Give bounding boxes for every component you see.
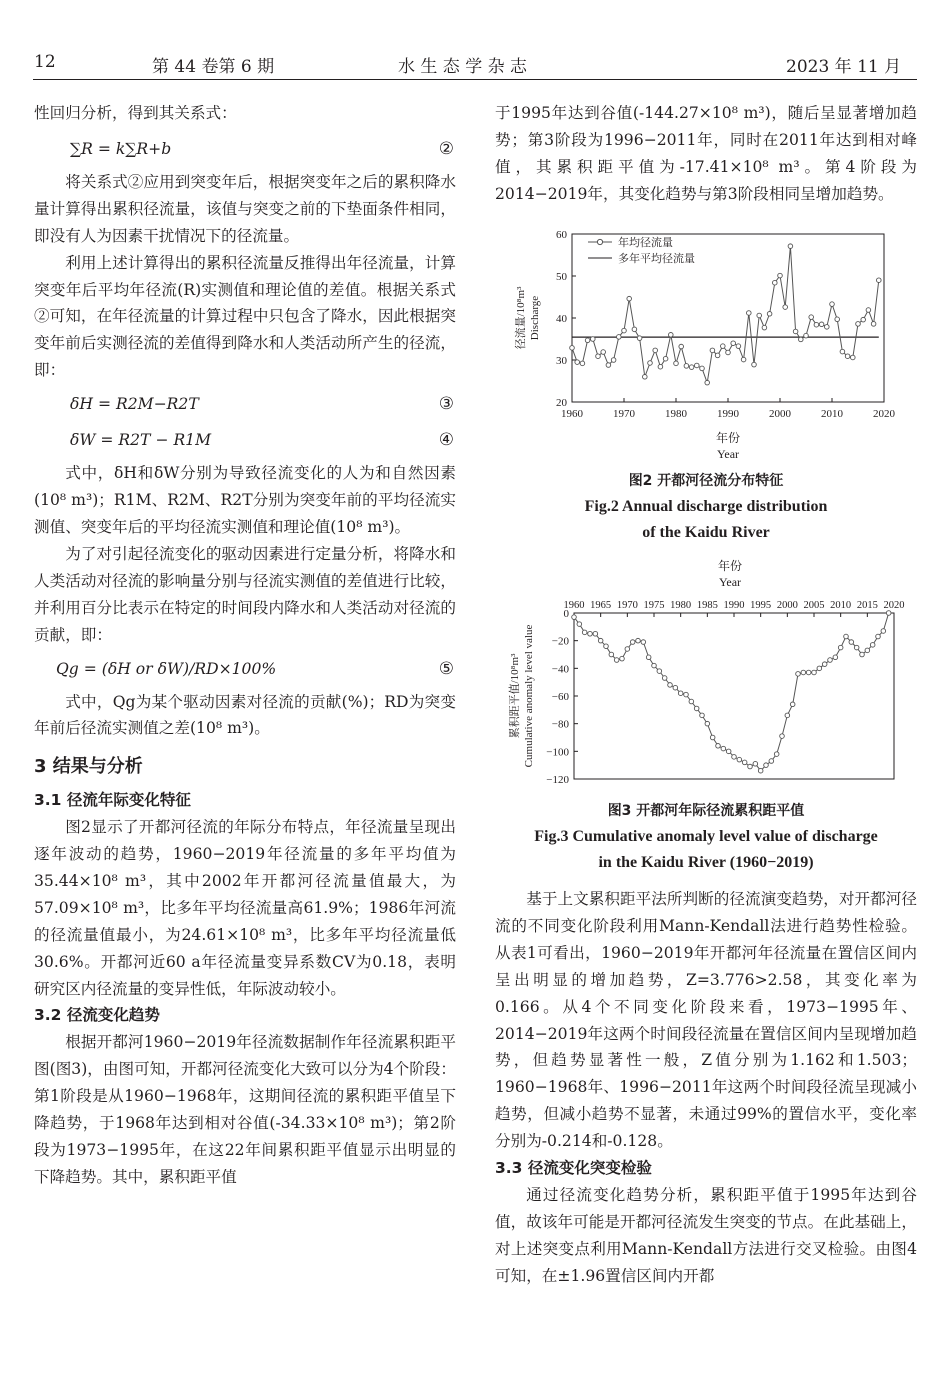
annual-discharge-point — [861, 317, 866, 322]
figure-3-chart — [500, 556, 920, 796]
annual-discharge-point — [809, 315, 814, 320]
caption-cn: 图2 开都河径流分布特征 — [628, 473, 784, 489]
x-tick-label: 2015 — [856, 600, 878, 611]
cumulative-anomaly-point — [646, 655, 651, 660]
cumulative-anomaly-line — [574, 613, 889, 771]
right-column-bottom — [495, 886, 917, 1290]
cumulative-anomaly-point — [806, 670, 811, 675]
subsection-heading: 3.1 径流年际变化特征 — [34, 791, 191, 810]
cumulative-anomaly-point — [838, 645, 843, 650]
cumulative-anomaly-point — [742, 760, 747, 765]
x-tick-label: 1975 — [643, 600, 665, 611]
cumulative-anomaly-point — [572, 615, 577, 620]
cumulative-anomaly-point — [849, 640, 854, 645]
annual-discharge-point — [695, 363, 700, 368]
annual-discharge-point — [804, 333, 809, 338]
cumulative-anomaly-point — [609, 652, 614, 657]
annual-discharge-point — [731, 341, 736, 346]
header-rule — [33, 79, 917, 80]
subsection-heading: 3.2 径流变化趋势 — [34, 1006, 160, 1025]
formula-5 — [56, 651, 456, 687]
annual-discharge-point — [653, 348, 658, 353]
cumulative-anomaly-point — [678, 691, 683, 696]
annual-discharge-point — [726, 350, 731, 355]
cumulative-anomaly-point — [854, 645, 859, 650]
paragraph: 利用上述计算得出的累积径流量反推得出年径流量，计算突变年后平均年径流(R)实测值和理论值的差值。根据关系式②可知，在年径流量的计算过程中只包含了降水，因此根据突变年前后实测径流的差值得到降水和人类活动所产生的径流，即： — [34, 253, 456, 380]
cumulative-anomaly-point — [652, 663, 657, 668]
paragraph: 图2显示了开都河径流的年际分布特点，年径流量呈现出逐年波动的趋势，1960−2019年径流量的多年平均值为35.44×10⁸ m³，其中2002年开都河径流量值最大，为57.09×10⁸ m³，比多年平均径流量高61.9%；1986年河流的径流量值最小，为24.61×10⁸ m³，比多年平均径流量低30.6%。开都河近60 a年径流量变异系数CV为0.18，表明研究区内径流量的变异性低，年际波动较小。 — [34, 818, 456, 998]
y-tick-label: 0 — [563, 608, 569, 620]
cumulative-anomaly-point — [716, 744, 721, 749]
annual-discharge-point — [674, 361, 679, 366]
annual-discharge-point — [700, 366, 705, 371]
figure-2-caption — [495, 468, 917, 546]
y-tick-label: 30 — [556, 355, 567, 367]
annual-discharge-point — [840, 349, 845, 354]
x-axis-label-cn: 年份 — [717, 559, 743, 573]
y-axis-label-en: Cumulative anomaly level value — [523, 624, 535, 768]
cumulative-anomaly-point — [881, 629, 886, 634]
cumulative-anomaly-point — [700, 713, 705, 718]
cumulative-anomaly-point — [764, 763, 769, 768]
cumulative-anomaly-point — [662, 676, 667, 681]
cumulative-anomaly-point — [822, 662, 827, 667]
annual-discharge-point — [575, 360, 580, 365]
annual-discharge-point — [669, 333, 674, 338]
annual-discharge-point — [799, 337, 804, 342]
x-tick-label: 2020 — [873, 408, 895, 420]
formula-text: ∑R = k∑R+b — [70, 139, 172, 158]
paragraph: 于1995年达到谷值(-144.27×10⁸ m³)，随后呈显著增加趋势；第3阶段为1996−2011年，同时在2011年达到相对峰值，其累积距平值为-17.41×10⁸ m³。第4阶段为2014−2019年，其变化趋势与第3阶段相同呈增加趋势。 — [495, 104, 917, 203]
x-tick-label: 1980 — [665, 408, 687, 420]
paragraph: 通过径流变化趋势分析，累积距平值于1995年达到谷值，故该年可能是开都河径流发生突变的节点。在此基础上，对上述突变点利用Mann-Kendall方法进行交叉检验。由图4可知，在±1.96置信区间内开都 — [495, 1185, 917, 1285]
cumulative-anomaly-point — [636, 638, 641, 643]
annual-discharge-point — [591, 337, 596, 342]
cumulative-anomaly-point — [865, 648, 870, 653]
paragraph: 将关系式②应用到突变年后，根据突变年之后的累积降水量计算得出累积径流量，该值与突变之前的下垫面条件相同，即没有人为因素干扰情况下的径流量。 — [34, 172, 456, 245]
cumulative-anomaly-point — [801, 670, 806, 675]
cumulative-anomaly-point — [774, 752, 779, 757]
annual-discharge-point — [606, 363, 611, 368]
cumulative-anomaly-point — [625, 647, 630, 652]
annual-discharge-point — [788, 244, 793, 249]
cumulative-anomaly-point — [886, 611, 891, 616]
annual-discharge-point — [705, 380, 710, 385]
annual-discharge-point — [689, 365, 694, 370]
legend-label: 年均径流量 — [618, 237, 673, 249]
annual-discharge-point — [845, 354, 850, 359]
cumulative-anomaly-point — [705, 721, 710, 726]
cumulative-anomaly-point — [860, 652, 865, 657]
cumulative-anomaly-point — [588, 631, 593, 636]
caption-en: in the Kaidu River (1960−2019) — [598, 854, 814, 871]
annual-discharge-point — [596, 354, 601, 359]
caption-en: of the Kaidu River — [642, 524, 770, 541]
cumulative-anomaly-point — [598, 638, 603, 643]
cumulative-anomaly-point — [657, 669, 662, 674]
y-tick-label: 20 — [556, 397, 567, 409]
cumulative-anomaly-point — [726, 749, 731, 754]
annual-discharge-point — [580, 361, 585, 366]
y-tick-label: −20 — [551, 635, 569, 648]
paragraph: 式中，δH和δW分别为导致径流变化的人为和自然因素(10⁸ m³)；R1M、R2M、R2T分别为突变年前的平均径流实测值、突变年后的平均径流实测值和理论值(10⁸ m³)。 — [34, 464, 456, 536]
x-tick-label: 1980 — [670, 600, 692, 611]
legend-label: 多年平均径流量 — [618, 253, 695, 265]
cumulative-anomaly-point — [721, 746, 726, 751]
annual-discharge-point — [851, 355, 856, 360]
formula-2 — [70, 131, 456, 167]
x-axis-label-cn: 年份 — [715, 431, 741, 445]
cumulative-anomaly-point — [790, 702, 795, 707]
annual-discharge-point — [819, 322, 824, 327]
section-heading: 3 结果与分析 — [34, 756, 143, 778]
figure-3-caption — [495, 798, 917, 876]
cumulative-anomaly-point — [620, 656, 625, 661]
cumulative-anomaly-point — [668, 683, 673, 688]
formula-text: Qg = (δH or δW)/RD×100% — [56, 659, 277, 678]
x-tick-label: 1995 — [750, 600, 772, 611]
annual-discharge-point — [835, 317, 840, 322]
y-tick-label: 40 — [556, 313, 567, 325]
cumulative-anomaly-point — [694, 706, 699, 711]
cumulative-anomaly-point — [593, 631, 598, 636]
y-axis-label-cn: 累积距平值/10⁸m³ — [509, 653, 521, 739]
x-tick-label: 2020 — [883, 600, 905, 611]
annual-discharge-point — [757, 313, 762, 318]
annual-discharge-point — [783, 305, 788, 310]
journal-name: 水 生 态 学 杂 志 — [398, 57, 528, 77]
left-column — [34, 100, 456, 1191]
annual-discharge-line — [572, 246, 879, 383]
x-axis-label-en: Year — [716, 447, 740, 461]
annual-discharge-point — [793, 329, 798, 334]
annual-discharge-point — [679, 344, 684, 349]
formula-text: δH = R2M−R2T — [70, 395, 199, 414]
cumulative-anomaly-point — [876, 634, 881, 639]
paragraph: 性回归分析，得到其关系式： — [34, 104, 237, 122]
annual-discharge-point — [601, 350, 606, 355]
cumulative-anomaly-point — [748, 764, 753, 769]
cumulative-anomaly-point — [684, 692, 689, 697]
cumulative-anomaly-point — [732, 755, 737, 760]
x-tick-label: 2000 — [769, 408, 791, 420]
annual-discharge-point — [752, 362, 757, 367]
subsection-heading: 3.3 径流变化突变检验 — [495, 1159, 652, 1178]
cumulative-anomaly-point — [796, 672, 801, 677]
x-tick-label: 2010 — [821, 408, 843, 420]
annual-discharge-point — [814, 322, 819, 327]
cumulative-anomaly-point — [673, 685, 678, 690]
annual-discharge-point — [643, 375, 648, 380]
legend-marker-annual — [597, 239, 602, 244]
journal-volume: 第 44 卷第 6 期 — [152, 57, 275, 77]
y-tick-label: −120 — [546, 774, 569, 786]
formula-number: ② — [438, 138, 454, 159]
paragraph: 式中，Qg为某个驱动因素对径流的贡献(%)；RD为突变年前后径流实测值之差(10⁸ m³)。 — [34, 692, 456, 738]
formula-number: ④ — [438, 430, 454, 451]
cumulative-anomaly-point — [833, 655, 838, 660]
x-tick-label: 1990 — [717, 408, 739, 420]
x-tick-label: 2005 — [803, 600, 825, 611]
annual-discharge-point — [684, 364, 689, 369]
x-tick-label: 1985 — [696, 600, 718, 611]
annual-discharge-point — [778, 273, 783, 278]
formula-4 — [70, 422, 456, 458]
annual-discharge-point — [877, 278, 882, 283]
annual-discharge-point — [627, 296, 632, 301]
x-tick-label: 2010 — [830, 600, 852, 611]
cumulative-anomaly-point — [582, 630, 587, 635]
y-tick-label: 50 — [556, 271, 567, 283]
x-tick-label: 1960 — [563, 600, 585, 611]
annual-discharge-point — [825, 325, 830, 330]
cumulative-anomaly-point — [828, 658, 833, 663]
annual-discharge-point — [617, 335, 622, 340]
annual-discharge-point — [856, 322, 861, 327]
right-column-top — [495, 100, 917, 208]
page-number: 12 — [34, 52, 56, 72]
cumulative-anomaly-point — [812, 670, 817, 675]
y-tick-label: −80 — [551, 718, 569, 731]
cumulative-anomaly-point — [785, 713, 790, 718]
cumulative-anomaly-point — [689, 699, 694, 704]
annual-discharge-point — [585, 338, 590, 343]
cumulative-anomaly-point — [577, 622, 582, 627]
cumulative-anomaly-point — [753, 761, 758, 766]
y-tick-label: 60 — [556, 229, 567, 241]
annual-discharge-point — [622, 328, 627, 333]
annual-discharge-point — [715, 353, 720, 358]
cumulative-anomaly-point — [710, 735, 715, 740]
annual-discharge-point — [866, 308, 871, 313]
paragraph: 基于上文累积距平法所判断的径流演变趋势，对开都河径流的不同变化阶段利用Mann-Kendall法进行趋势性检验。从表1可看出，1960−2019年开都河年径流量在置信区间内呈出明显的增加趋势，Z=3.776>2.58，其变化率为0.166。从4个不同变化阶段来看，1973−1995年、2014−2019年这两个时间段径流量在置信区间内呈现增加趋势，但趋势显著性一般，Z值分别为1.162和1.503；1960−1968年、1996−2011年这两个时间段径流呈现减小趋势，但减小趋势不显著，未通过99%的置信水平，变化率分别为-0.214和-0.128。 — [495, 890, 917, 1151]
formula-number: ⑤ — [438, 658, 454, 679]
caption-en: Fig.3 Cumulative anomaly level value of discharge — [534, 828, 878, 845]
caption-cn: 图3 开都河年际径流累积距平值 — [607, 803, 805, 819]
y-axis-label-en: Discharge — [529, 295, 541, 341]
cumulative-anomaly-point — [737, 757, 742, 762]
cumulative-anomaly-point — [844, 634, 849, 639]
annual-discharge-point — [663, 356, 668, 361]
annual-discharge-point — [632, 327, 637, 332]
annual-discharge-point — [773, 280, 778, 285]
y-axis-label-cn: 径流量/10⁸m³ — [515, 286, 527, 350]
annual-discharge-point — [741, 357, 746, 362]
annual-discharge-point — [871, 322, 876, 327]
formula-number: ③ — [438, 394, 454, 415]
cumulative-anomaly-point — [780, 734, 785, 739]
annual-discharge-point — [658, 364, 663, 369]
annual-discharge-point — [830, 302, 835, 307]
x-axis-label-en: Year — [718, 575, 742, 589]
annual-discharge-point — [648, 361, 653, 366]
cumulative-anomaly-point — [769, 759, 774, 764]
annual-discharge-point — [767, 312, 772, 317]
annual-discharge-point — [747, 311, 752, 316]
y-tick-label: −100 — [546, 746, 569, 759]
cumulative-anomaly-point — [604, 644, 609, 649]
figure-2-chart — [500, 222, 900, 467]
annual-discharge-point — [570, 346, 575, 351]
x-tick-label: 2000 — [776, 600, 798, 611]
annual-discharge-point — [736, 344, 741, 349]
annual-discharge-point — [611, 358, 616, 363]
annual-discharge-point — [721, 344, 726, 349]
x-tick-label: 1990 — [723, 600, 745, 611]
cumulative-anomaly-point — [870, 643, 875, 648]
x-tick-label: 1960 — [561, 408, 583, 420]
x-tick-label: 1970 — [616, 600, 638, 611]
annual-discharge-point — [710, 348, 715, 353]
cumulative-anomaly-point — [758, 768, 763, 773]
cumulative-anomaly-point — [641, 640, 646, 645]
y-tick-label: −40 — [551, 663, 569, 676]
cumulative-anomaly-point — [630, 640, 635, 645]
x-tick-label: 1965 — [590, 600, 612, 611]
annual-discharge-point — [762, 325, 767, 330]
y-tick-label: −60 — [551, 691, 569, 703]
paragraph: 为了对引起径流变化的驱动因素进行定量分析，将降水和人类活动对径流的影响量分别与径流实测值的差值进行比较，并利用百分比表示在特定的时间段内降水和人类活动对径流的贡献，即： — [34, 544, 456, 644]
formula-3 — [70, 386, 456, 422]
x-tick-label: 1970 — [613, 408, 635, 420]
issue-date: 2023 年 11 月 — [786, 57, 902, 77]
annual-discharge-point — [637, 336, 642, 341]
legend — [588, 235, 695, 265]
cumulative-anomaly-point — [614, 658, 619, 663]
paragraph: 根据开都河1960−2019年径流数据制作年径流累积距平图(图3)，由图可知，开都河径流变化大致可以分为4个阶段：第1阶段是从1960−1968年，这期间径流的累积距平值呈下降趋势，于1968年达到相对谷值(-34.33×10⁸ m³)；第2阶段为1973−1995年，在这22年间累积距平值显示出明显的下降趋势。其中，累积距平值 — [34, 1033, 456, 1186]
cumulative-anomaly-point — [817, 666, 822, 671]
formula-text: δW = R2T − R1M — [70, 431, 212, 450]
caption-en: Fig.2 Annual discharge distribution — [584, 498, 828, 515]
